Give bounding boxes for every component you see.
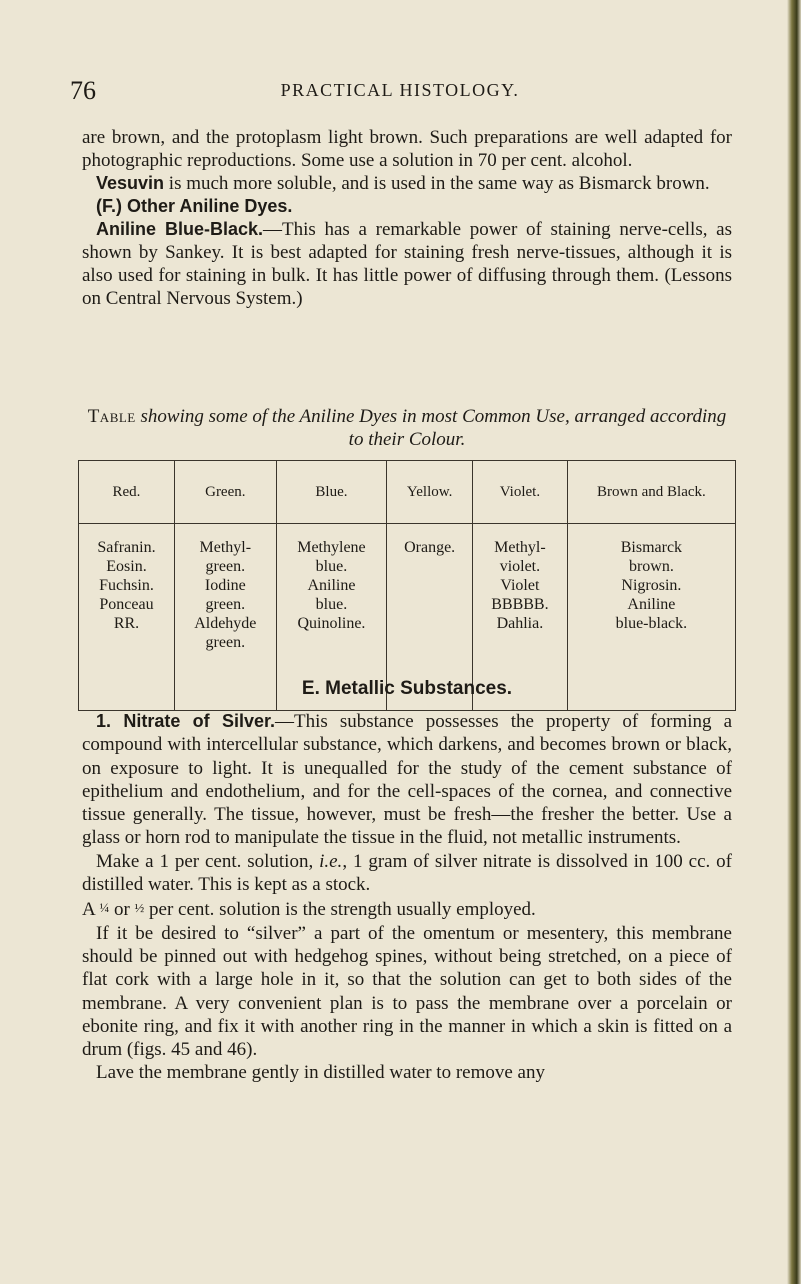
lave-paragraph: Lave the membrane gently in distilled water to remove any — [96, 1062, 545, 1084]
cell-yellow: Orange. — [387, 524, 473, 711]
header-violet: Violet. — [473, 461, 568, 524]
cell-red: Safranin. Eosin. Fuchsin. Ponceau RR. — [79, 524, 175, 711]
page-header — [70, 76, 730, 106]
intro-paragraph: are brown, and the protoplasm light brown. Such preparations are well adapted for photographic reproductions. Some use a solution in 70 per cent. alcohol. — [82, 127, 732, 171]
vesuvin-text: is much more soluble, and is used in the same way as Bismarck brown. — [164, 173, 710, 194]
section-e-title: E. Metallic Substances. — [301, 678, 513, 699]
fraction-quarter: ¼ — [99, 900, 110, 916]
header-brown-black: Brown and Black. — [567, 461, 735, 524]
blue-black-text: —This has a remarkable power of staining nerve-cells, as shown by Sankey. It is best adapted for staining fresh nerve-tissues, although it is also used for staining in bulk. It has little power of diffusing through them. (Lessons on Central Nervous System.) — [82, 219, 732, 309]
header-green: Green. — [174, 461, 276, 524]
cell-violet: Methyl- violet. Violet BBBBB. Dahlia. — [473, 524, 568, 711]
header-blue: Blue. — [276, 461, 387, 524]
header-red: Red. — [79, 461, 175, 524]
cell-brown-black: Bismarck brown. Nigrosin. Aniline blue-black. — [567, 524, 735, 711]
blue-black-term: Aniline Blue-Black. — [96, 219, 263, 239]
table-caption — [82, 405, 732, 451]
aniline-dyes-table — [78, 460, 736, 711]
vesuvin-term: Vesuvin — [96, 173, 165, 193]
nitrate-term: 1. Nitrate of Silver. — [96, 711, 276, 731]
table-header-row — [79, 461, 736, 524]
nitrate-paragraph — [82, 710, 732, 850]
cell-blue: Methylene blue. Aniline blue. Quinoline. — [276, 524, 387, 711]
intro-text — [82, 126, 732, 310]
cell-green: Methyl- green. Iodine green. Aldehyde green. — [174, 524, 276, 711]
page-edge-shadow — [787, 0, 801, 1284]
make-paragraph: Make a 1 per cent. solution, i.e., 1 gram of silver nitrate is dissolved in 100 cc. of distilled water. This is kept as a stock. — [82, 850, 732, 896]
nitrate-text: —This substance possesses the property of forming a compound with intercellular substance, which darkens, and becomes brown or black, on exposure to light. It is unequalled for the study of the cement substance of epithelium and endothelium, and for the cell-spaces of the cornea, and connective tissue generally. The tissue, however, must be fresh—the fresher the better. Use a glass or horn rod to manipulate the tissue in the fluid, not metallic instruments. — [82, 711, 732, 849]
vesuvin-paragraph — [82, 172, 732, 195]
table-caption-lead: Table — [87, 406, 136, 427]
strength-paragraph: A ¼ or ½ per cent. solution is the strength usually employed. — [82, 899, 536, 921]
blue-black-paragraph — [82, 218, 732, 310]
table-caption-italic: showing some of the Aniline Dyes in most Common Use, arranged according to their Colour. — [135, 406, 727, 450]
fraction-half: ½ — [134, 900, 145, 916]
omentum-paragraph: If it be desired to “silver” a part of the omentum or mesentery, this membrane should be pinned out with hedgehog spines, without being stretched, on a piece of flat cork with a large hole in it, so that the solution can get to both sides of the membrane. A very convenient plan is to pass the membrane over a porcelain or ebonite ring, and fix it with another ring in the manner in which a skin is fitted on a drum (figs. 45 and 46). — [82, 922, 732, 1061]
header-yellow: Yellow. — [387, 461, 473, 524]
section-e-text — [82, 710, 732, 1085]
page-number: 76 — [70, 76, 96, 105]
running-head: PRACTICAL HISTOLOGY. — [280, 80, 520, 100]
section-f-heading: (F.) Other Aniline Dyes. — [96, 196, 293, 216]
